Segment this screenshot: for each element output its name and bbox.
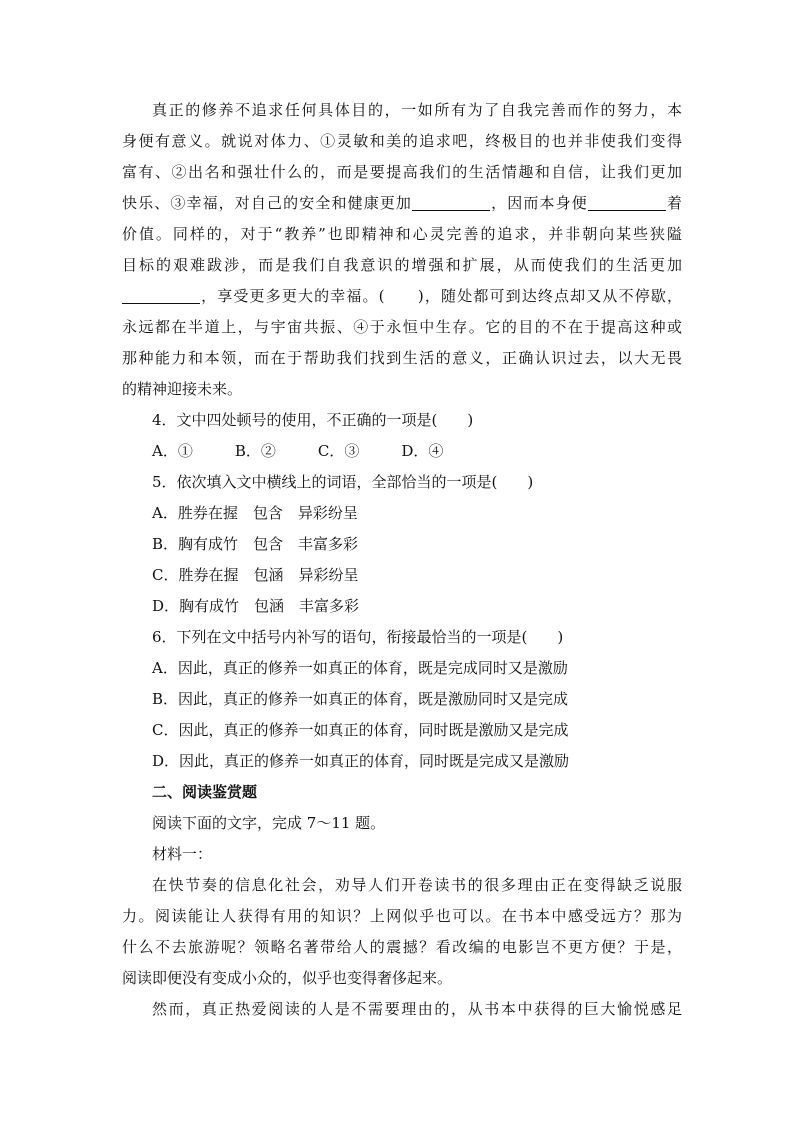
option-d[interactable]: D．④ xyxy=(401,442,444,460)
option-d[interactable]: D．因此，真正的修养一如真正的体育，同时既是完成又是激励 xyxy=(152,752,570,770)
option-b[interactable]: B．胸有成竹 包含 丰富多彩 xyxy=(152,535,359,553)
passage-line: 真正的修养不追求任何具体目的，一如所有为了自我完善而作的努力，本 xyxy=(152,101,682,119)
option-c[interactable]: C．因此，真正的修养一如真正的体育，同时既是激励又是完成 xyxy=(152,721,569,739)
passage-line: 永远都在半道上，与宇宙共振、④于永恒中生存。它的目的不在于提高这种或 xyxy=(122,318,682,336)
passage-line: 身便有意义。就说对体力、①灵敏和美的追求吧，终极目的也并非使我们变得 xyxy=(122,132,682,150)
passage-line: 阅读即便没有变成小众的，似乎也变得奢侈起来。 xyxy=(122,969,453,987)
passage-line: 什么不去旅游呢？领略名著带给人的震撼？看改编的电影岂不更方便？于是， xyxy=(122,938,682,956)
question-4-stem: 4．文中四处顿号的使用，不正确的一项是( ) xyxy=(152,411,474,429)
option-d[interactable]: D．胸有成竹 包涵 丰富多彩 xyxy=(152,597,360,615)
passage-line: 那种能力和本领，而在于帮助我们找到生活的意义，正确认识过去，以大无畏 xyxy=(122,349,682,367)
option-a[interactable]: A．因此，真正的修养一如真正的体育，既是完成同时又是激励 xyxy=(152,659,568,677)
option-a[interactable]: A．胜券在握 包含 异彩纷呈 xyxy=(152,504,358,522)
option-b[interactable]: B．② xyxy=(234,442,276,460)
passage-line: 价值。同样的，对于“教养”也即精神和心灵完善的追求，并非朝向某些狭隘 xyxy=(122,225,682,243)
passage-line: 在快节奏的信息化社会，劝导人们开卷读书的很多理由正在变得缺乏说服 xyxy=(152,876,682,894)
blank-line-3 xyxy=(122,285,200,304)
passage-line: 目标的艰难跋涉，而是我们自我意识的增强和扩展，从而使我们的生活更加 xyxy=(122,256,682,274)
document-content xyxy=(122,95,682,1025)
option-c[interactable]: C．胜券在握 包涵 异彩纷呈 xyxy=(152,566,359,584)
option-b[interactable]: B．因此，真正的修养一如真正的体育，既是激励同时又是完成 xyxy=(152,690,569,708)
blank-line-2 xyxy=(588,192,666,211)
section-heading: 二、阅读鉴赏题 xyxy=(152,783,258,801)
passage-line: 然而，真正热爱阅读的人是不需要理由的，从书本中获得的巨大愉悦感足 xyxy=(152,1000,682,1018)
passage-line: 富有、②出名和强壮什么的，而是要提高我们的生活情趣和自信，让我们更加 xyxy=(122,163,682,181)
question-6-stem: 6．下列在文中括号内补写的语句，衔接最恰当的一项是( ) xyxy=(152,628,564,646)
option-c[interactable]: C．③ xyxy=(317,442,360,460)
passage-line: 力。阅读能让人获得有用的知识？上网似乎也可以。在书本中感受远方？那为 xyxy=(122,907,682,925)
passage-line: 快乐、③幸福，对自己的安全和健康更加 ，因而本身便 着 xyxy=(122,194,682,212)
material-label: 材料一： xyxy=(152,845,213,863)
question-5-stem: 5．依次填入文中横线上的词语，全部恰当的一项是( ) xyxy=(152,473,534,491)
passage-line: 的精神迎接未来。 xyxy=(122,380,243,398)
passage-line: ，享受更多更大的幸福。( )，随处都可到达终点却又从不停歇， xyxy=(122,281,682,312)
option-a[interactable]: A．① xyxy=(152,442,193,460)
question-4-options xyxy=(122,436,682,467)
section-instruction: 阅读下面的文字，完成 7～11 题。 xyxy=(152,814,386,832)
blank-line-1 xyxy=(412,192,490,211)
